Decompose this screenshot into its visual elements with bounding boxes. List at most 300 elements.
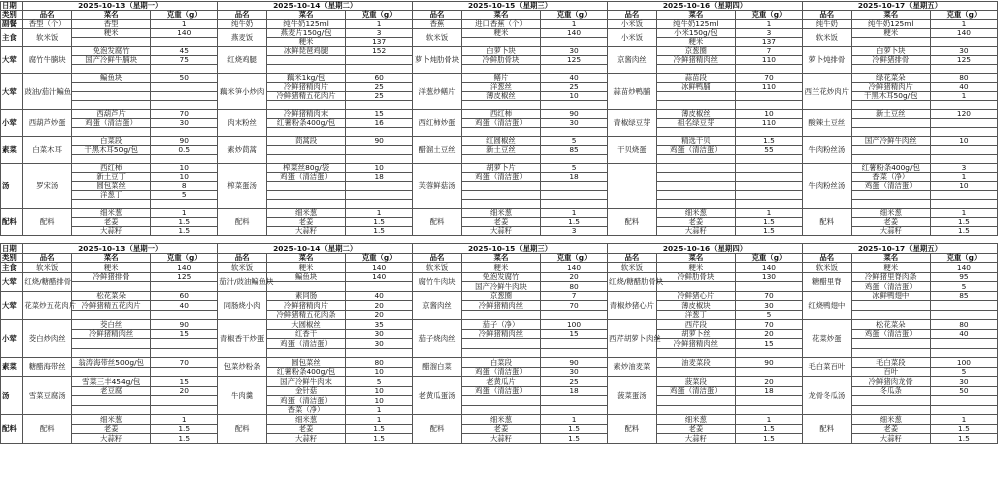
weight-cell [151, 101, 218, 110]
weight-cell: 7 [541, 291, 608, 301]
weight-cell [735, 164, 802, 173]
weight-cell [151, 339, 218, 349]
weight-cell [346, 282, 413, 292]
table-row [1, 137, 998, 146]
weight-cell: 30 [930, 47, 997, 56]
dish-name-cell: 红烧/糖醋肋骨块 [608, 272, 657, 291]
ingredient-cell [461, 396, 540, 406]
weight-cell: 1.5 [346, 227, 413, 236]
ingredient-cell: 冷鲜猪精肉丝 [461, 301, 540, 311]
ingredient-cell: 冷鲜猪精肉丝 [72, 329, 151, 339]
dish-column-header: 品名 [218, 253, 267, 263]
weight-cell [151, 155, 218, 164]
ingredient-cell: 老姜 [461, 424, 540, 434]
weight-cell: 30 [541, 119, 608, 128]
weight-cell: 30 [346, 339, 413, 349]
weight-cell: 1 [735, 415, 802, 425]
weight-cell: 10 [541, 92, 608, 101]
ingredient-cell [72, 282, 151, 292]
weight-cell: 140 [735, 263, 802, 273]
weight-cell: 1.5 [930, 227, 997, 236]
ingredient-cell [656, 282, 735, 292]
weight-cell [930, 348, 997, 358]
ingredient-cell [851, 405, 930, 415]
weight-cell: 70 [735, 320, 802, 330]
ingredient-cell: 大蒜籽 [72, 434, 151, 444]
ingredient-cell: 国产冷鲜牛肉丝 [851, 137, 930, 146]
ingredient-cell: 粳米 [461, 263, 540, 273]
dish-name-cell: 龙骨冬瓜汤 [802, 377, 851, 415]
ingredient-cell: 大蒜籽 [851, 227, 930, 236]
weight-cell [735, 155, 802, 164]
weight-cell [735, 282, 802, 292]
dish-name-cell: 牛肉羹 [218, 377, 267, 415]
ingredient-cell: 蒜苗段 [656, 74, 735, 83]
weight-cell [930, 101, 997, 110]
weight-cell: 5 [346, 377, 413, 387]
dish-name-cell: 配料 [218, 209, 267, 236]
weight-cell: 15 [151, 329, 218, 339]
weight-cell: 80 [930, 74, 997, 83]
weight-cell: 20 [735, 377, 802, 387]
weight-cell [346, 348, 413, 358]
weight-cell: 1 [541, 415, 608, 425]
weight-cell: 90 [541, 358, 608, 368]
ingredient-cell: 大蒜籽 [461, 227, 540, 236]
category-cell: 主食 [1, 29, 23, 47]
ingredient-cell: 薄皮椒丝 [656, 110, 735, 119]
date-label: 日期 [1, 244, 23, 254]
weight-cell: 30 [735, 301, 802, 311]
dish-column-header: 品名 [608, 253, 657, 263]
ingredient-cell: 老豆腐 [72, 386, 151, 396]
weight-cell: 1.5 [541, 424, 608, 434]
weight-cell: 15 [346, 110, 413, 119]
ingredient-cell [656, 173, 735, 182]
weight-column-header: 克重（g） [541, 253, 608, 263]
weight-cell: 90 [346, 137, 413, 146]
ingredient-cell: 圆包菜丝 [266, 358, 345, 368]
item-column-header: 菜名 [461, 253, 540, 263]
ingredient-cell: 洋葱丁 [656, 310, 735, 320]
ingredient-cell: 大蒜籽 [266, 227, 345, 236]
ingredient-cell [851, 128, 930, 137]
weight-cell [541, 155, 608, 164]
weight-cell: 40 [930, 83, 997, 92]
category-column-header: 类别 [1, 11, 23, 20]
weight-cell: 85 [541, 146, 608, 155]
ingredient-cell [72, 92, 151, 101]
weight-cell: 120 [930, 110, 997, 119]
ingredient-cell [851, 301, 930, 311]
ingredient-cell [656, 155, 735, 164]
ingredient-cell: 大圆椒丝 [266, 320, 345, 330]
weight-cell [151, 92, 218, 101]
ingredient-cell: 鸡蛋（清洁蛋） [656, 386, 735, 396]
weight-column-header: 克重（g） [151, 11, 218, 20]
weight-cell: 0.5 [151, 146, 218, 155]
weight-cell [151, 38, 218, 47]
ingredient-cell: 冷鲜猪精肉片 [851, 83, 930, 92]
weight-cell [930, 191, 997, 200]
dish-name-cell: 软米饭 [23, 29, 72, 47]
weight-cell: 1.5 [735, 424, 802, 434]
weight-cell: 110 [735, 119, 802, 128]
weight-cell [930, 310, 997, 320]
weight-cell [151, 396, 218, 406]
weight-cell: 10 [346, 386, 413, 396]
ingredient-cell: 薄皮椒丝 [461, 92, 540, 101]
ingredient-cell [656, 191, 735, 200]
weight-cell: 80 [930, 320, 997, 330]
ingredient-cell: 京葱圈 [656, 47, 735, 56]
weight-cell: 18 [346, 173, 413, 182]
dish-column-header: 品名 [23, 11, 72, 20]
weight-cell [346, 101, 413, 110]
ingredient-cell: 国产冷鲜牛肉块 [461, 282, 540, 292]
dish-name-cell: 醋溜土豆丝 [413, 137, 462, 164]
dish-name-cell: 软米饭 [413, 263, 462, 273]
ingredient-cell [461, 38, 540, 47]
ingredient-cell [851, 310, 930, 320]
weight-cell: 5 [541, 137, 608, 146]
ingredient-cell: 鸡蛋（清洁蛋） [461, 367, 540, 377]
weight-cell [541, 339, 608, 349]
dish-name-cell: 配料 [413, 209, 462, 236]
ingredient-cell [266, 282, 345, 292]
ingredient-cell: 白萝卜块 [461, 47, 540, 56]
weight-cell: 140 [151, 263, 218, 273]
dish-name-cell: 软米饭 [218, 263, 267, 273]
dish-name-cell: 配料 [23, 415, 72, 444]
weight-cell: 70 [735, 291, 802, 301]
ingredient-cell: 老姜 [851, 218, 930, 227]
ingredient-cell: 老姜 [72, 218, 151, 227]
ingredient-cell: 老姜 [461, 218, 540, 227]
weight-cell [930, 396, 997, 406]
weight-cell [151, 282, 218, 292]
weight-cell [541, 38, 608, 47]
weight-cell: 15 [151, 377, 218, 387]
ingredient-cell: 冷鲜猪精肉片 [266, 83, 345, 92]
dish-name-cell: 软米饭 [413, 29, 462, 47]
item-column-header: 菜名 [851, 11, 930, 20]
weight-cell: 137 [346, 38, 413, 47]
ingredient-cell: 老姜 [72, 424, 151, 434]
table-row [1, 320, 998, 330]
dish-name-cell: 配料 [413, 415, 462, 444]
dish-name-cell: 小米饭 [608, 29, 657, 47]
weight-cell: 20 [346, 301, 413, 311]
weight-cell: 1.5 [541, 434, 608, 444]
category-cell: 素菜 [1, 358, 23, 377]
weight-cell: 40 [541, 74, 608, 83]
ingredient-cell: 细米葱 [461, 209, 540, 218]
weight-cell [541, 405, 608, 415]
weight-cell [346, 200, 413, 209]
item-column-header: 菜名 [72, 253, 151, 263]
dish-column-header: 品名 [608, 11, 657, 20]
weight-cell: 1.5 [930, 218, 997, 227]
weight-cell [735, 101, 802, 110]
weight-cell: 20 [735, 329, 802, 339]
weight-cell [735, 128, 802, 137]
ingredient-cell: 胡萝卜片 [461, 164, 540, 173]
weight-cell: 137 [735, 38, 802, 47]
weight-cell: 20 [541, 272, 608, 282]
dish-name-cell: 豉油/茄汁鳊鱼 [23, 74, 72, 110]
weight-cell [735, 191, 802, 200]
weight-cell [541, 200, 608, 209]
weight-column-header: 克重（g） [346, 253, 413, 263]
weight-cell [346, 56, 413, 65]
weight-cell [346, 128, 413, 137]
weight-cell: 80 [346, 358, 413, 368]
ingredient-cell: 粳米 [656, 38, 735, 47]
ingredient-cell: 香菜（净） [851, 173, 930, 182]
weight-cell [735, 173, 802, 182]
weight-column-header: 克重（g） [735, 253, 802, 263]
ingredient-cell [461, 339, 540, 349]
dish-name-cell: 醋溜白菜 [413, 358, 462, 377]
ingredient-cell: 冬瓜条 [851, 386, 930, 396]
ingredient-cell: 雪菜三丰454g/包 [72, 377, 151, 387]
dish-name-cell: 牛肉粉丝汤 [802, 164, 851, 209]
ingredient-cell: 粳米 [72, 263, 151, 273]
weight-cell: 3 [930, 164, 997, 173]
ingredient-cell [656, 396, 735, 406]
ingredient-cell [656, 200, 735, 209]
ingredient-cell [656, 101, 735, 110]
table-row [1, 358, 998, 368]
ingredient-cell: 藕米1kg/包 [266, 74, 345, 83]
weight-cell: 85 [930, 291, 997, 301]
weight-cell: 15 [541, 329, 608, 339]
date-label: 日期 [1, 2, 23, 11]
ingredient-cell: 老姜 [656, 424, 735, 434]
weight-cell [930, 339, 997, 349]
weight-cell: 90 [151, 320, 218, 330]
ingredient-cell [851, 65, 930, 74]
day-header: 2025-10-16（星期四） [608, 2, 803, 11]
dish-name-cell: 藕米笋小炒肉 [218, 74, 267, 110]
dish-name-cell: 配料 [608, 209, 657, 236]
ingredient-cell: 红薯粉条400g/包 [851, 164, 930, 173]
weight-cell: 1.5 [346, 424, 413, 434]
weight-cell: 40 [930, 329, 997, 339]
ingredient-cell: 细米葱 [851, 209, 930, 218]
weight-cell: 140 [930, 263, 997, 273]
ingredient-cell: 免泡发腐竹 [461, 272, 540, 282]
weight-cell: 70 [735, 74, 802, 83]
dish-name-cell: 蒜苗炒鸭脯 [608, 74, 657, 110]
category-cell: 汤 [1, 377, 23, 415]
dish-name-cell: 纯牛奶 [218, 20, 267, 29]
dish-name-cell: 腐竹牛腩块 [23, 47, 72, 74]
dish-name-cell: 香型（个） [23, 20, 72, 29]
weight-cell [930, 38, 997, 47]
dish-name-cell: 萝卜炖肋骨块 [413, 47, 462, 74]
dish-name-cell: 小米饭 [608, 20, 657, 29]
ingredient-cell: 新土豆丁 [72, 173, 151, 182]
weight-cell: 1.5 [930, 424, 997, 434]
ingredient-cell: 翁涛海带丝500g/包 [72, 358, 151, 368]
ingredient-cell: 冷鲜猪排骨 [72, 272, 151, 282]
dish-name-cell: 软米饭 [23, 263, 72, 273]
weight-cell: 20 [346, 310, 413, 320]
dish-name-cell: 酸辣土豆丝 [802, 110, 851, 137]
category-cell: 汤 [1, 164, 23, 209]
weight-cell: 100 [930, 358, 997, 368]
dish-name-cell: 西芹胡萝卜肉丝 [608, 320, 657, 358]
ingredient-cell [851, 191, 930, 200]
ingredient-cell: 茼蒿段 [266, 137, 345, 146]
table-separator [0, 239, 1000, 242]
weight-cell: 125 [541, 56, 608, 65]
ingredient-cell: 冷鲜猪精肉末 [266, 110, 345, 119]
table-row [1, 272, 998, 282]
ingredient-cell [266, 155, 345, 164]
table-row [1, 20, 998, 29]
ingredient-cell [72, 155, 151, 164]
item-column-header: 菜名 [851, 253, 930, 263]
dish-name-cell: 香蕉 [413, 20, 462, 29]
ingredient-cell: 新土豆丝 [851, 110, 930, 119]
weight-cell: 1 [151, 209, 218, 218]
ingredient-cell: 金针菇 [266, 386, 345, 396]
ingredient-cell: 细米葱 [72, 415, 151, 425]
weight-cell [930, 65, 997, 74]
dish-column-header: 品名 [23, 253, 72, 263]
ingredient-cell [461, 191, 540, 200]
ingredient-cell: 红薯粉条400g/包 [266, 119, 345, 128]
table-row [1, 415, 998, 425]
ingredient-cell: 细米葱 [461, 415, 540, 425]
ingredient-cell: 香菜（净） [266, 405, 345, 415]
weight-cell: 1 [541, 209, 608, 218]
table-row [1, 47, 998, 56]
dish-name-cell: 菠菜蛋汤 [608, 377, 657, 415]
dish-name-cell: 洋葱炒鳝片 [413, 74, 462, 110]
category-column-header: 类别 [1, 253, 23, 263]
ingredient-cell: 细米葱 [851, 415, 930, 425]
ingredient-cell: 冷鲜猪精肉丝 [461, 329, 540, 339]
weight-cell: 30 [151, 119, 218, 128]
weight-cell: 1 [541, 20, 608, 29]
ingredient-cell: 粳米 [72, 29, 151, 38]
category-cell: 小荤 [1, 320, 23, 358]
ingredient-cell: 细米葱 [656, 415, 735, 425]
weight-cell: 3 [735, 29, 802, 38]
ingredient-cell: 大蒜籽 [851, 434, 930, 444]
ingredient-cell: 红圆椒丝 [461, 137, 540, 146]
ingredient-cell [461, 310, 540, 320]
weight-cell: 1.5 [346, 434, 413, 444]
ingredient-cell: 干黑木耳50g/包 [851, 92, 930, 101]
ingredient-cell [656, 164, 735, 173]
weekly-menu-table-top [0, 1, 998, 236]
weight-cell: 18 [541, 386, 608, 396]
dish-name-cell: 腐竹牛肉块 [413, 272, 462, 291]
weight-cell: 152 [346, 47, 413, 56]
ingredient-cell: 精选干贝 [656, 137, 735, 146]
weight-cell: 90 [735, 358, 802, 368]
ingredient-cell: 油麦菜段 [656, 358, 735, 368]
ingredient-cell: 冷鲜肋骨块 [461, 56, 540, 65]
ingredient-cell: 薄皮椒块 [656, 301, 735, 311]
weight-cell [151, 65, 218, 74]
weight-cell [541, 101, 608, 110]
table-row [1, 377, 998, 387]
weight-cell: 1 [930, 20, 997, 29]
weight-cell: 1.5 [151, 218, 218, 227]
item-column-header: 菜名 [461, 11, 540, 20]
ingredient-cell: 细米葱 [266, 415, 345, 425]
ingredient-cell [461, 65, 540, 74]
dish-column-header: 品名 [802, 11, 851, 20]
weight-cell: 60 [151, 291, 218, 301]
weekly-menu-table-bottom [0, 243, 998, 444]
ingredient-cell: 冷鲜猪里脊肉条 [851, 272, 930, 282]
weight-cell: 140 [541, 263, 608, 273]
day-header: 2025-10-17（星期五） [802, 2, 997, 11]
weight-cell: 5 [735, 310, 802, 320]
ingredient-cell [266, 200, 345, 209]
category-cell: 主食 [1, 263, 23, 273]
ingredient-cell: 鳝片 [461, 74, 540, 83]
weight-cell: 125 [151, 272, 218, 282]
day-header: 2025-10-13（星期一） [23, 244, 218, 254]
weight-cell: 18 [541, 173, 608, 182]
ingredient-cell: 洋葱丁 [72, 191, 151, 200]
weight-cell: 10 [930, 137, 997, 146]
ingredient-cell [72, 405, 151, 415]
weight-cell: 130 [735, 272, 802, 282]
ingredient-cell: 冷鲜猪精肉片 [266, 301, 345, 311]
weight-cell: 25 [541, 377, 608, 387]
table-row [1, 291, 998, 301]
ingredient-cell [72, 83, 151, 92]
dish-name-cell [608, 164, 657, 209]
ingredient-cell: 鳊鱼块 [266, 272, 345, 282]
ingredient-cell: 圆包菜丝 [72, 182, 151, 191]
category-cell: 配料 [1, 209, 23, 236]
ingredient-cell: 冷鲜猪精五花肉条 [266, 310, 345, 320]
weight-cell [541, 128, 608, 137]
weight-cell: 100 [541, 320, 608, 330]
ingredient-cell: 鸡蛋（清洁蛋） [72, 119, 151, 128]
weight-cell: 10 [346, 367, 413, 377]
dish-name-cell: 干贝烧蛋 [608, 137, 657, 164]
weight-cell [151, 367, 218, 377]
weight-cell: 8 [151, 182, 218, 191]
ingredient-cell: 白萝卜块 [851, 47, 930, 56]
dish-name-cell: 西红柿炒蛋 [413, 110, 462, 137]
weight-cell: 35 [346, 320, 413, 330]
category-cell: 大荤 [1, 272, 23, 291]
weight-cell: 140 [541, 29, 608, 38]
weight-cell: 1 [930, 415, 997, 425]
weight-cell [151, 348, 218, 358]
weight-cell [151, 200, 218, 209]
weight-cell [541, 182, 608, 191]
day-header: 2025-10-15（星期三） [413, 244, 608, 254]
ingredient-cell [266, 348, 345, 358]
day-header: 2025-10-15（星期三） [413, 2, 608, 11]
ingredient-cell: 冷鲜猪精肉丝 [656, 339, 735, 349]
ingredient-cell: 鸡蛋（清洁蛋） [851, 282, 930, 292]
ingredient-cell: 粳米 [266, 263, 345, 273]
